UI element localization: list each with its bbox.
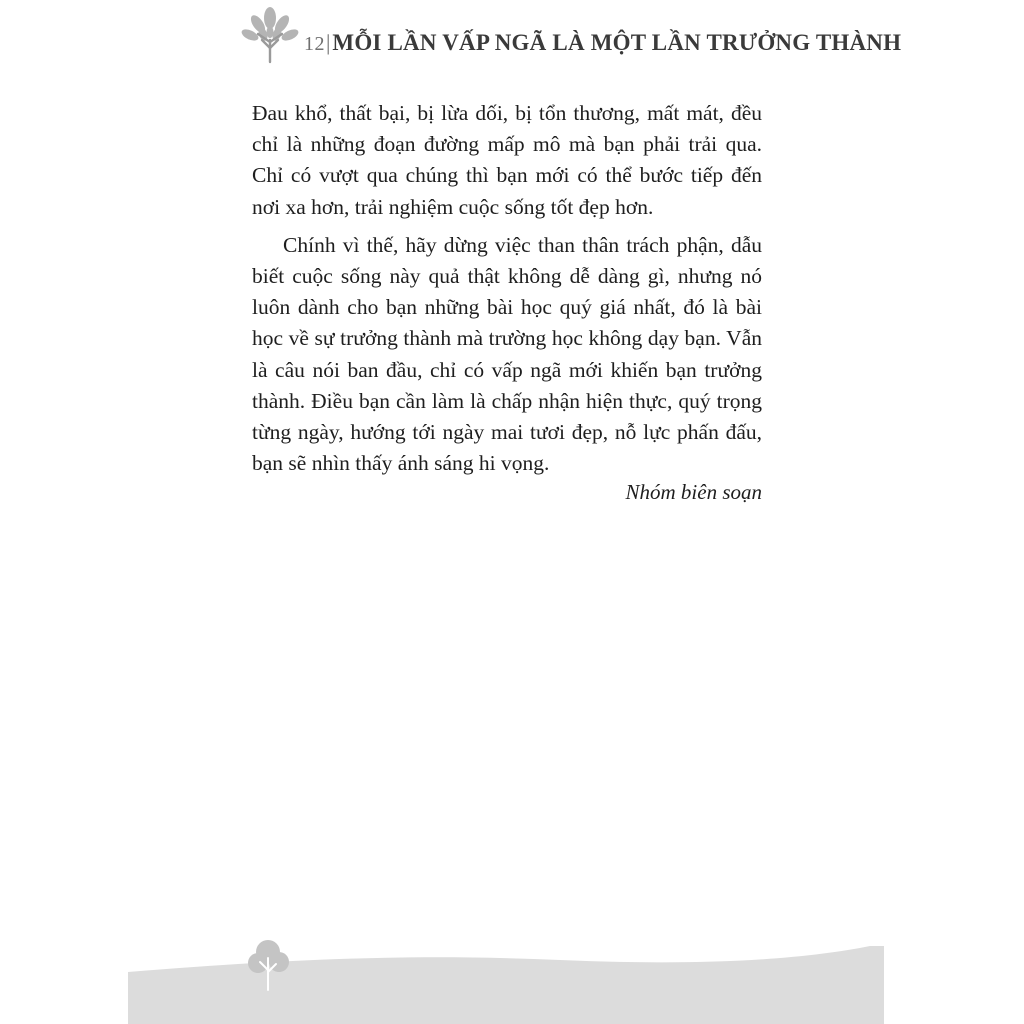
tree-icon	[238, 4, 302, 64]
header-separator: |	[326, 30, 331, 55]
body-text	[252, 98, 762, 479]
signature: Nhóm biên soạn	[625, 480, 762, 504]
book-title: MỖI LẦN VẤP NGÃ LÀ MỘT LẦN TRƯỞNG THÀNH	[332, 30, 902, 55]
paragraph: Chính vì thế, hãy dừng việc than thân trách phận, dẫu biết cuộc sống này quả thật không dễ dàng gì, nhưng nó luôn dành cho bạn những bài học quý giá nhất, đó là bài học về sự trưởng thành mà trường học không dạy bạn. Vẫn là câu nói ban đầu, chỉ có vấp ngã mới khiến bạn trưởng thành. Điều bạn cần làm là chấp nhận hiện thực, quý trọng từng ngày, hướng tới ngày mai tươi đẹp, nỗ lực phấn đấu, bạn sẽ nhìn thấy ánh sáng hi vọng.	[252, 232, 762, 476]
footer-hill-decoration	[0, 900, 1024, 1024]
paragraph: Đau khổ, thất bại, bị lừa dối, bị tổn thương, mất mát, đều chỉ là những đoạn đường mấp mô mà bạn phải trải qua. Chỉ có vượt qua chúng thì bạn mới có thể bước tiếp đến nơi xa hơn, trải nghiệm cuộc sống tốt đẹp hơn.	[252, 101, 762, 219]
hill-shape	[128, 946, 884, 1024]
page-number: 12	[304, 33, 325, 55]
running-header	[304, 30, 901, 56]
